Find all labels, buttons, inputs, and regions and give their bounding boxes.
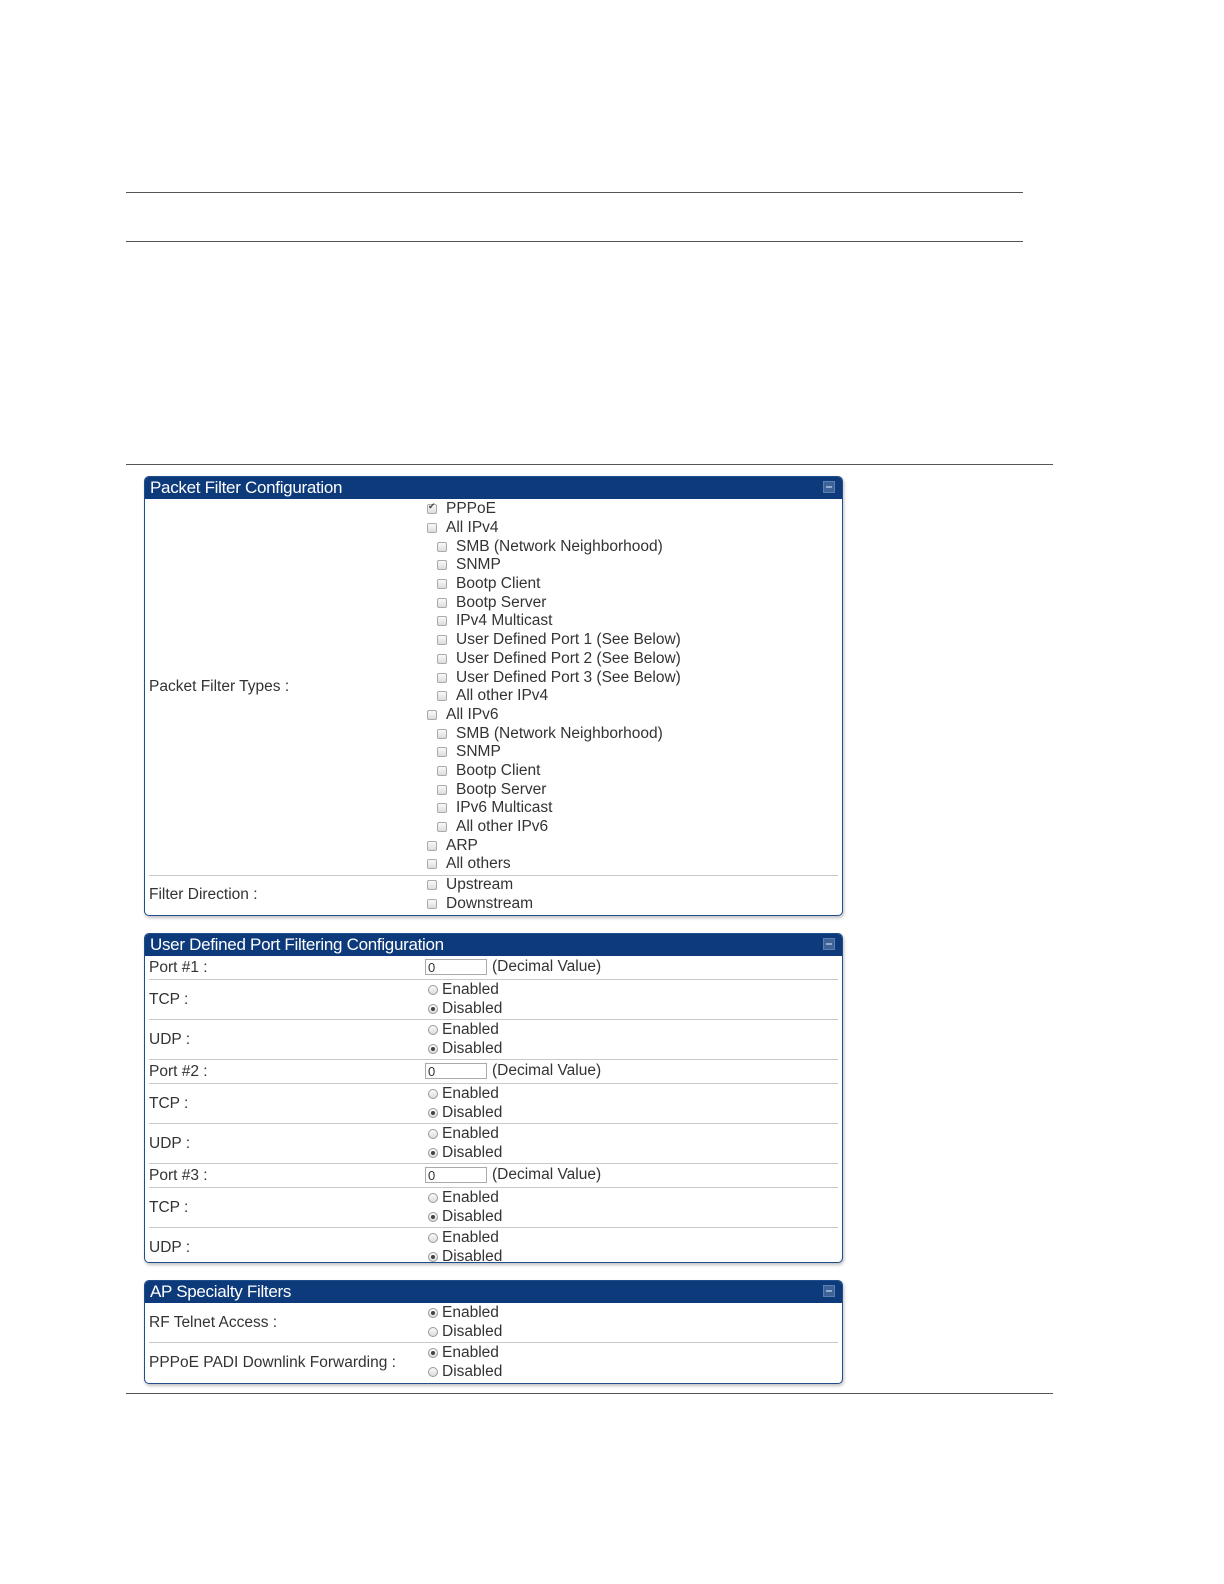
udp-enabled-radio[interactable] bbox=[428, 1129, 438, 1139]
tcp-disabled-label: Disabled bbox=[442, 1104, 503, 1122]
tcp-disabled-radio[interactable] bbox=[428, 1004, 438, 1014]
packet-filter-types-row bbox=[149, 499, 838, 876]
port-row bbox=[149, 1164, 838, 1188]
tcp-radio-group bbox=[425, 1188, 838, 1227]
tcp-radio-group bbox=[425, 980, 838, 1019]
filter-direction-option[interactable] bbox=[425, 876, 838, 895]
filter-type-option[interactable] bbox=[425, 593, 838, 612]
figure-rule-bottom bbox=[126, 1393, 1053, 1394]
ap-filter-disabled-radio[interactable] bbox=[428, 1367, 438, 1377]
filter-type-label: All other IPv4 bbox=[456, 687, 549, 705]
ap-filters-header bbox=[145, 1281, 842, 1303]
filter-direction-option[interactable] bbox=[425, 895, 838, 914]
udp-label: UDP : bbox=[149, 1030, 191, 1048]
filter-type-checkbox[interactable] bbox=[437, 579, 447, 589]
filter-type-checkbox[interactable] bbox=[427, 841, 437, 851]
port-label: Port #3 : bbox=[149, 1166, 208, 1184]
ap-filter-row bbox=[149, 1343, 838, 1382]
ap-filter-enabled-label: Enabled bbox=[442, 1304, 499, 1322]
port-number-input[interactable] bbox=[425, 1063, 487, 1079]
udp-disabled-radio[interactable] bbox=[428, 1252, 438, 1262]
packet-filter-header bbox=[145, 477, 842, 499]
ap-filters-title: AP Specialty Filters bbox=[150, 1282, 292, 1301]
tcp-row bbox=[149, 1188, 838, 1228]
top-rule-2 bbox=[126, 241, 1023, 242]
filter-type-checkbox[interactable] bbox=[427, 504, 437, 514]
filter-type-option[interactable] bbox=[425, 537, 838, 556]
filter-type-checkbox[interactable] bbox=[427, 523, 437, 533]
ap-filter-rows bbox=[145, 1303, 842, 1382]
packet-filter-title: Packet Filter Configuration bbox=[150, 478, 343, 497]
filter-direction-option-label: Upstream bbox=[446, 876, 514, 894]
tcp-enabled-label: Enabled bbox=[442, 1085, 499, 1103]
filter-type-checkbox[interactable] bbox=[437, 673, 447, 683]
udp-radio-group bbox=[425, 1020, 838, 1059]
filter-type-label: User Defined Port 1 (See Below) bbox=[456, 631, 681, 649]
filter-type-label: Bootp Client bbox=[456, 761, 541, 779]
tcp-disabled-option[interactable] bbox=[425, 1208, 838, 1227]
filter-type-option[interactable] bbox=[425, 818, 838, 837]
filter-direction-checkbox[interactable] bbox=[427, 899, 437, 909]
udp-radio-group bbox=[425, 1228, 838, 1263]
udp-enabled-label: Enabled bbox=[442, 1229, 499, 1247]
filter-type-label: All IPv4 bbox=[446, 519, 499, 537]
udp-enabled-option[interactable] bbox=[425, 1021, 838, 1040]
ap-filter-enabled-radio[interactable] bbox=[428, 1308, 438, 1318]
user-port-panel bbox=[144, 933, 843, 1263]
udp-row bbox=[149, 1020, 838, 1060]
filter-type-label: PPPoE bbox=[446, 500, 496, 518]
top-rule-1 bbox=[126, 192, 1023, 193]
tcp-enabled-label: Enabled bbox=[442, 1189, 499, 1207]
tcp-enabled-option[interactable] bbox=[425, 1085, 838, 1104]
figure-rule-top bbox=[126, 464, 1053, 465]
filter-type-label: SMB (Network Neighborhood) bbox=[456, 724, 663, 742]
ap-filter-radio-group bbox=[425, 1343, 838, 1382]
filter-type-checkbox[interactable] bbox=[437, 729, 447, 739]
tcp-label: TCP : bbox=[149, 990, 189, 1008]
filter-direction-row bbox=[149, 876, 838, 914]
udp-disabled-option[interactable] bbox=[425, 1248, 838, 1263]
packet-filter-types-list bbox=[425, 499, 838, 875]
ap-filter-radio-group bbox=[425, 1303, 838, 1342]
collapse-icon[interactable] bbox=[823, 1285, 835, 1297]
port-row bbox=[149, 956, 838, 980]
filter-type-option[interactable] bbox=[425, 799, 838, 818]
filter-type-option[interactable] bbox=[425, 855, 838, 874]
tcp-row bbox=[149, 1084, 838, 1124]
filter-type-option[interactable] bbox=[425, 780, 838, 799]
udp-disabled-option[interactable] bbox=[425, 1040, 838, 1059]
filter-type-checkbox[interactable] bbox=[437, 785, 447, 795]
packet-filter-panel bbox=[144, 476, 843, 916]
udp-disabled-option[interactable] bbox=[425, 1144, 838, 1163]
filter-type-label: All IPv6 bbox=[446, 705, 499, 723]
filter-type-option[interactable] bbox=[425, 724, 838, 743]
tcp-enabled-radio[interactable] bbox=[428, 985, 438, 995]
filter-type-label: All other IPv6 bbox=[456, 818, 549, 836]
decimal-value-hint: (Decimal Value) bbox=[492, 958, 602, 975]
ap-filter-disabled-radio[interactable] bbox=[428, 1327, 438, 1337]
filter-direction-checkbox[interactable] bbox=[427, 880, 437, 890]
udp-disabled-radio[interactable] bbox=[428, 1148, 438, 1158]
udp-enabled-radio[interactable] bbox=[428, 1233, 438, 1243]
filter-type-label: ARP bbox=[446, 836, 478, 854]
tcp-disabled-option[interactable] bbox=[425, 1000, 838, 1019]
port-number-input[interactable] bbox=[425, 959, 487, 975]
filter-direction-list bbox=[425, 876, 838, 914]
filter-type-checkbox[interactable] bbox=[437, 822, 447, 832]
filter-type-checkbox[interactable] bbox=[437, 803, 447, 813]
filter-type-option[interactable] bbox=[425, 762, 838, 781]
filter-type-label: Bootp Client bbox=[456, 575, 541, 593]
filter-type-option[interactable] bbox=[425, 650, 838, 669]
filter-type-label: IPv4 Multicast bbox=[456, 612, 553, 630]
filter-type-option[interactable] bbox=[425, 687, 838, 706]
filter-type-checkbox[interactable] bbox=[437, 654, 447, 664]
udp-disabled-label: Disabled bbox=[442, 1040, 503, 1058]
udp-row bbox=[149, 1228, 838, 1263]
decimal-value-hint: (Decimal Value) bbox=[492, 1166, 602, 1183]
filter-type-option[interactable] bbox=[425, 556, 838, 575]
filter-type-label: User Defined Port 2 (See Below) bbox=[456, 649, 681, 667]
filter-type-option[interactable] bbox=[425, 612, 838, 631]
port-row bbox=[149, 1060, 838, 1084]
filter-type-label: SMB (Network Neighborhood) bbox=[456, 537, 663, 555]
collapse-icon[interactable] bbox=[823, 481, 835, 493]
port-label: Port #1 : bbox=[149, 958, 208, 976]
port-value-group bbox=[425, 1164, 838, 1186]
ap-filter-enabled-label: Enabled bbox=[442, 1344, 499, 1362]
filter-type-option[interactable] bbox=[425, 500, 838, 519]
tcp-disabled-label: Disabled bbox=[442, 1208, 503, 1226]
tcp-disabled-radio[interactable] bbox=[428, 1212, 438, 1222]
filter-type-checkbox[interactable] bbox=[437, 747, 447, 757]
user-port-title: User Defined Port Filtering Configuration bbox=[150, 935, 444, 954]
filter-type-option[interactable] bbox=[425, 575, 838, 594]
tcp-enabled-option[interactable] bbox=[425, 1189, 838, 1208]
filter-type-label: User Defined Port 3 (See Below) bbox=[456, 668, 681, 686]
tcp-disabled-radio[interactable] bbox=[428, 1108, 438, 1118]
filter-type-checkbox[interactable] bbox=[427, 859, 437, 869]
port-value-group bbox=[425, 956, 838, 978]
filter-type-option[interactable] bbox=[425, 836, 838, 855]
filter-type-checkbox[interactable] bbox=[427, 710, 437, 720]
port-value-group bbox=[425, 1060, 838, 1082]
udp-enabled-option[interactable] bbox=[425, 1125, 838, 1144]
ap-filters-panel bbox=[144, 1280, 843, 1384]
tcp-row bbox=[149, 980, 838, 1020]
port-number-input[interactable] bbox=[425, 1167, 487, 1183]
ap-filter-enabled-option[interactable] bbox=[425, 1344, 838, 1363]
udp-enabled-option[interactable] bbox=[425, 1229, 838, 1248]
filter-type-checkbox[interactable] bbox=[437, 616, 447, 626]
collapse-icon[interactable] bbox=[823, 938, 835, 950]
filter-type-checkbox[interactable] bbox=[437, 598, 447, 608]
filter-direction-option-label: Downstream bbox=[446, 895, 533, 913]
ap-filter-disabled-option[interactable] bbox=[425, 1323, 838, 1342]
filter-direction-label: Filter Direction : bbox=[149, 886, 258, 903]
tcp-enabled-radio[interactable] bbox=[428, 1089, 438, 1099]
udp-label: UDP : bbox=[149, 1238, 191, 1256]
udp-enabled-label: Enabled bbox=[442, 1125, 499, 1143]
tcp-enabled-label: Enabled bbox=[442, 981, 499, 999]
user-port-header bbox=[145, 934, 842, 956]
udp-disabled-label: Disabled bbox=[442, 1248, 503, 1263]
udp-label: UDP : bbox=[149, 1134, 191, 1152]
filter-type-checkbox[interactable] bbox=[437, 691, 447, 701]
filter-type-label: IPv6 Multicast bbox=[456, 799, 553, 817]
ap-filter-disabled-label: Disabled bbox=[442, 1323, 503, 1341]
udp-radio-group bbox=[425, 1124, 838, 1163]
udp-disabled-radio[interactable] bbox=[428, 1044, 438, 1054]
ap-filter-row bbox=[149, 1303, 838, 1343]
filter-type-checkbox[interactable] bbox=[437, 542, 447, 552]
tcp-disabled-label: Disabled bbox=[442, 1000, 503, 1018]
ap-filter-enabled-option[interactable] bbox=[425, 1304, 838, 1323]
filter-type-checkbox[interactable] bbox=[437, 560, 447, 570]
tcp-enabled-radio[interactable] bbox=[428, 1193, 438, 1203]
filter-type-label: SNMP bbox=[456, 743, 501, 761]
udp-row bbox=[149, 1124, 838, 1164]
packet-filter-types-label: Packet Filter Types : bbox=[149, 678, 290, 695]
tcp-enabled-option[interactable] bbox=[425, 981, 838, 1000]
tcp-radio-group bbox=[425, 1084, 838, 1123]
filter-type-checkbox[interactable] bbox=[437, 766, 447, 776]
ap-filter-label: RF Telnet Access : bbox=[149, 1313, 278, 1331]
decimal-value-hint: (Decimal Value) bbox=[492, 1062, 602, 1079]
udp-enabled-radio[interactable] bbox=[428, 1025, 438, 1035]
filter-type-label: Bootp Server bbox=[456, 593, 547, 611]
ap-filter-label: PPPoE PADI Downlink Forwarding : bbox=[149, 1353, 396, 1371]
filter-type-option[interactable] bbox=[425, 706, 838, 725]
filter-type-label: SNMP bbox=[456, 556, 501, 574]
filter-type-checkbox[interactable] bbox=[437, 635, 447, 645]
filter-type-option[interactable] bbox=[425, 668, 838, 687]
udp-enabled-label: Enabled bbox=[442, 1021, 499, 1039]
port-label: Port #2 : bbox=[149, 1062, 208, 1080]
udp-disabled-label: Disabled bbox=[442, 1144, 503, 1162]
tcp-disabled-option[interactable] bbox=[425, 1104, 838, 1123]
ap-filter-disabled-option[interactable] bbox=[425, 1363, 838, 1382]
filter-type-option[interactable] bbox=[425, 743, 838, 762]
tcp-label: TCP : bbox=[149, 1094, 189, 1112]
tcp-label: TCP : bbox=[149, 1198, 189, 1216]
filter-type-label: All others bbox=[446, 855, 511, 873]
filter-type-option[interactable] bbox=[425, 631, 838, 650]
ap-filter-disabled-label: Disabled bbox=[442, 1363, 503, 1381]
ap-filter-enabled-radio[interactable] bbox=[428, 1348, 438, 1358]
filter-type-label: Bootp Server bbox=[456, 780, 547, 798]
filter-type-option[interactable] bbox=[425, 519, 838, 538]
user-port-rows bbox=[145, 956, 842, 1263]
